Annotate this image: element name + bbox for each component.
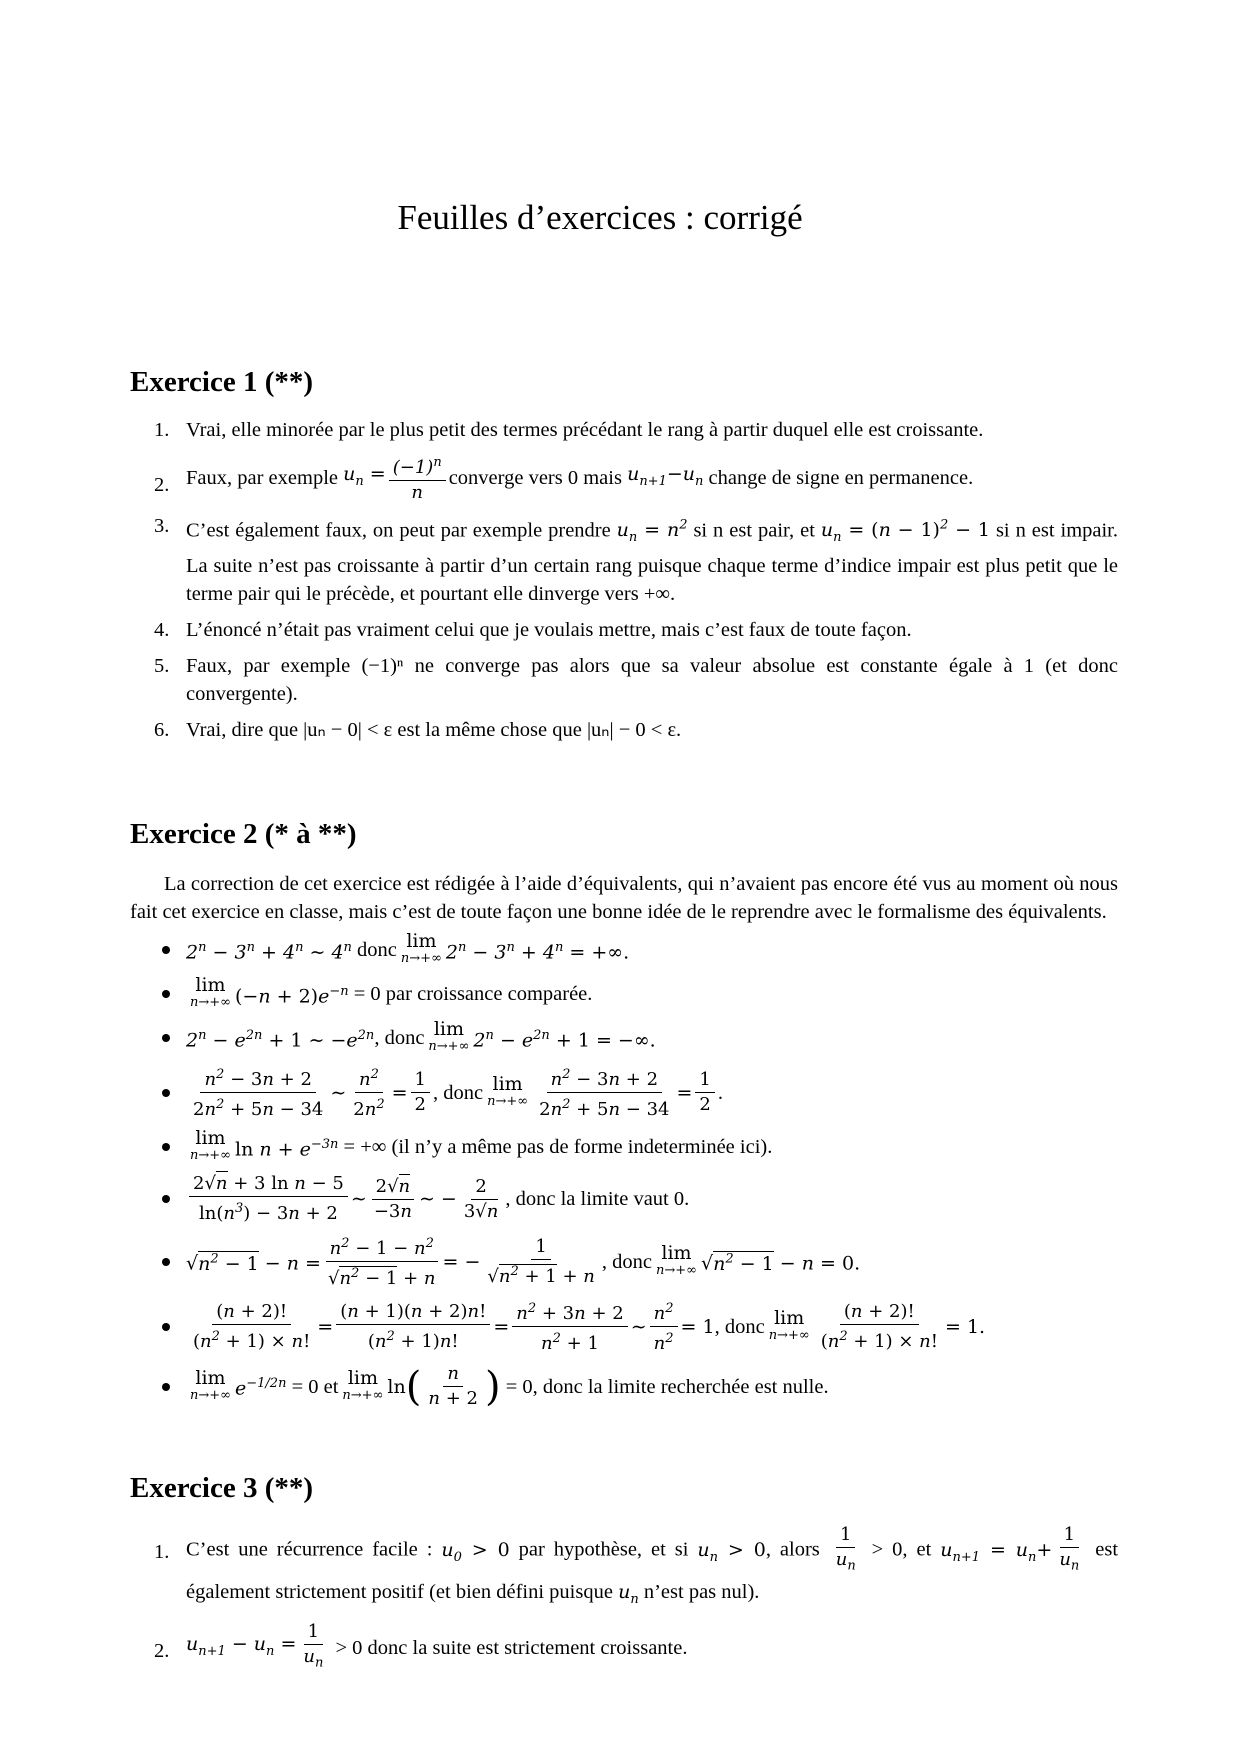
bullet-7: $√n^2 - 1 - n$ = $\frac{n^2 - 1 - n^2}{√n^2 - 1 + n}$ = − $\frac{1}{√n^2 + 1 + n}$ , donc lim n→+∞ $√n^2 - 1 - n = 0$.: [130, 1233, 1118, 1290]
document-title: Feuilles d’exercices : corrigé: [397, 198, 803, 237]
exercise-2-body: [130, 870, 1118, 1418]
bullet-5: lim n→+∞ $\ln n + e^{-3n}$ = +∞ (il n’y a même pas de forme indeterminée ici).: [130, 1129, 1118, 1165]
exercise-1-item-5: 5. Faux, par exemple (−1)ⁿ ne converge pas alors que sa valeur absolue est constante égale à 1 (et donc convergente).: [154, 655, 1118, 706]
exercise-2-heading: Exercice 2 (* à **): [130, 818, 357, 850]
bullet-1: $2^n - 3^n + 4^n$ ∼ 4$^n$ donc lim n→+∞ $2^n - 3^n + 4^n$ = +∞.: [130, 932, 1118, 968]
bullet-9: lim n→+∞ $e^{-1/2n}$ = 0 et lim n→+∞ ln ( $\frac{n}{n + 2}$ ) = 0, donc la limite recherchée est nulle.: [130, 1363, 1118, 1410]
exercise-1-item-2: 2. Faux, par exemple $u_n$ = $\frac{(-1)^n}{n}$ converge vers 0 mais $u_{n+1}-u_n$ change de signe en permanence.: [130, 452, 1118, 504]
bullet-8: $\frac{(n + 2)!}{(n^2 + 1) \times n!}$ = $\frac{(n + 1)(n + 2)n!}{(n^2 + 1)n!}$ = $\frac{n^2 + 3n + 2}{n^2 + 1}$ ∼ $\frac{n^2}{n^2}$ = 1 , donc lim n→+∞ $\frac{(n + 2)!}{(n^2 + 1) \times n!}$ = 1.: [130, 1298, 1118, 1355]
exercise-3-body: [130, 1524, 1118, 1683]
bullet-3: $2^n - e^{2n} + 1$ ∼ $-e^{2n}$ , donc lim n→+∞ $2^n - e^{2n} + 1$ = −∞.: [130, 1020, 1118, 1056]
exercise-2-bullets: [130, 932, 1118, 1410]
bullet-4: $\frac{n^2 - 3n + 2}{2n^2 + 5n - 34}$ ∼ $\frac{n^2}{2n^2}$ = $\frac{1}{2}$ , donc lim n→+∞ $\frac{n^2 - 3n + 2}{2n^2 + 5n - 34}$ = $\frac{1}{2}$ .: [130, 1064, 1118, 1121]
exercise-3-item-2: 2. $u_{n+1} - u_n$ = $\frac{1}{u_n}$ > 0 donc la suite est strictement croissante.: [154, 1621, 688, 1671]
exercise-1-item-3: 3. C’est également faux, on peut par exemple prendre $u_n = n^2$ si n est pair, et $u_n = (n - 1)^2 - 1$ si n est impair. La suite n’est pas croissante à partir d’un certain rang puisque chaque terme d’indice impair est plus petit que le terme pair qui le précède, et pourtant elle dinverge vers +∞.: [154, 515, 1119, 606]
exercise-3-item-1: 1. C’est une récurrence facile : $u_0 > 0$ par hypothèse, et si $u_n > 0$, alors $\frac{1}{u_n}$ > 0, et $u_{n+1} = u_n+$ $\frac{1}{u_n}$ est également strictement positif (et bien défini puisque $u_n$ n’est pas nul).: [154, 1524, 1119, 1607]
exercise-1-item-4: 4. L’énoncé n’était pas vraiment celui que je voulais mettre, mais c’est faux de toute façon.: [154, 619, 912, 642]
exercise-3-heading: Exercice 3 (**): [130, 1472, 314, 1504]
exercise-1-heading: Exercice 1 (**): [130, 366, 314, 398]
exercise-1-body: [130, 416, 1118, 752]
bullet-6: $\frac{\text{2√n + 3 ln n − 5}}{\ln(n^3) - 3n + 2}$ ∼ $\frac{2√n}{-3n}$ ∼ − $\frac{2}{3√n}$ , donc la limite vaut 0.: [130, 1173, 1118, 1225]
exercise-1-item-6: 6. Vrai, dire que |uₙ − 0| < ε est la même chose que |uₙ| − 0 < ε.: [154, 719, 682, 742]
bullet-2: lim n→+∞ $(-n + 2)e^{-n}$ = 0 par croissance comparée.: [130, 976, 1118, 1012]
exercise-2-intro: La correction de cet exercice est rédigée à l’aide d’équivalents, qui n’avaient pas encore été vus au moment où nous fait cet exercice en classe, mais c’est de toute façon une bonne idée de le reprendre avec le formalisme des équivalents.: [130, 873, 1118, 923]
exercise-1-item-1: 1. Vrai, elle minorée par le plus petit des termes précédant le rang à partir duquel elle est croissante.: [154, 419, 984, 441]
